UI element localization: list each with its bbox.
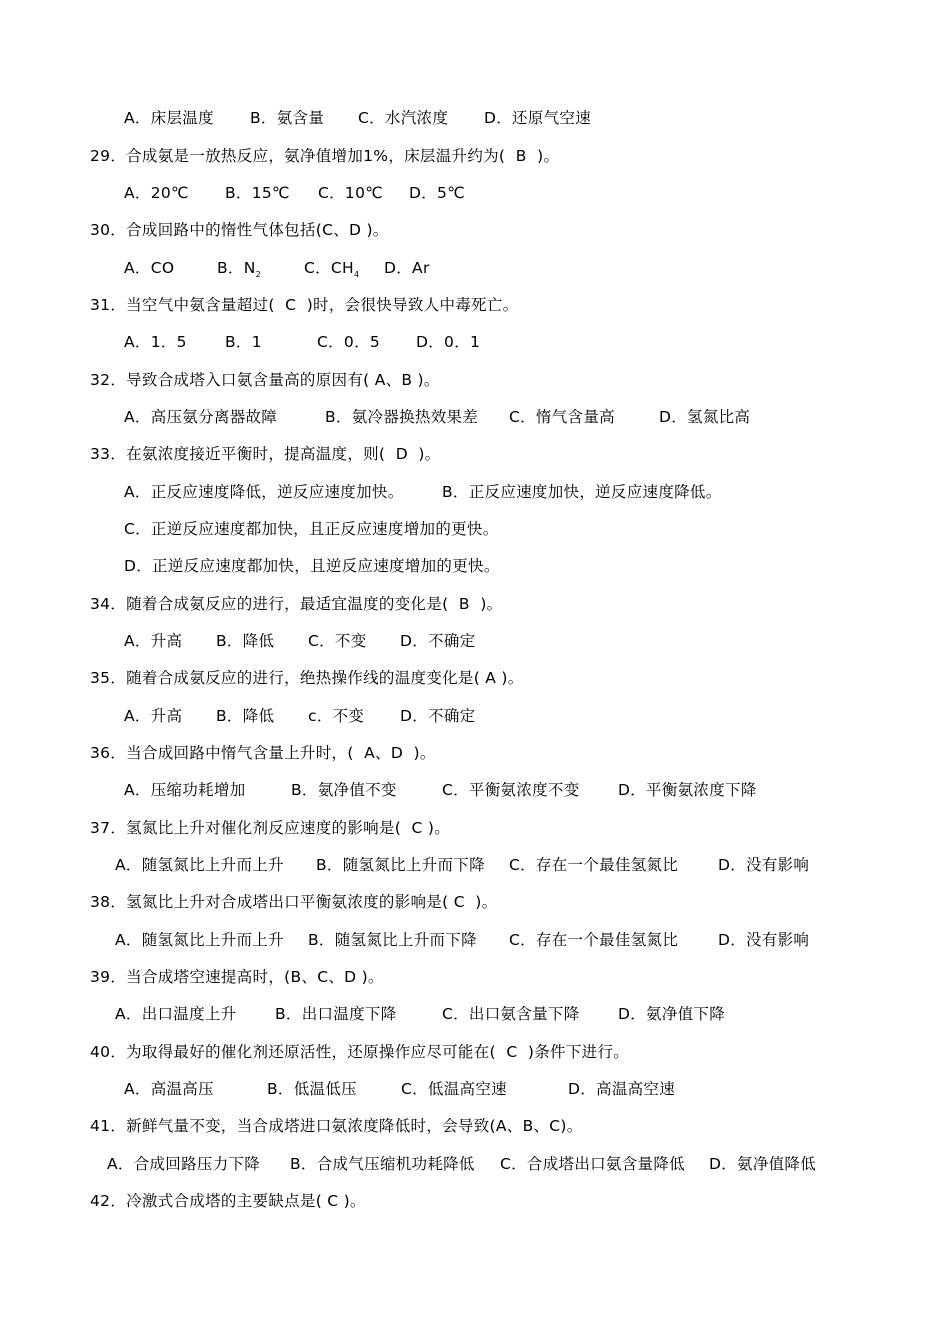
q31-option-b: B．1 xyxy=(225,333,262,351)
q33-stem: 33．在氨浓度接近平衡时，提高温度，则( D )。 xyxy=(90,445,441,463)
q40-stem: 40．为取得最好的催化剂还原活性，还原操作应尽可能在( C )条件下进行。 xyxy=(90,1043,630,1061)
q32-option-a: A．高压氨分离器故障 xyxy=(124,408,278,426)
q31-option-d: D．0．1 xyxy=(416,333,481,351)
q30-option-a: A．CO xyxy=(124,259,175,277)
q37-option-d: D．没有影响 xyxy=(718,856,810,874)
q28-option-d: D．还原气空速 xyxy=(484,109,592,127)
q36-option-a: A．压缩功耗增加 xyxy=(124,781,246,799)
q31-stem: 31．当空气中氨含量超过( C )时，会很快导致人中毒死亡。 xyxy=(90,296,519,314)
q40-option-b: B．低温低压 xyxy=(267,1080,357,1098)
q38-option-d: D．没有影响 xyxy=(718,931,810,949)
q32-stem: 32．导致合成塔入口氨含量高的原因有( A、B )。 xyxy=(90,371,440,389)
q33-option-c: C．正逆反应速度都加快，且正反应速度增加的更快。 xyxy=(124,520,499,538)
q38-option-a: A．随氢氮比上升而上升 xyxy=(115,931,284,949)
q28-option-a: A．床层温度 xyxy=(124,109,214,127)
q30-option-b: B．$N_2$ xyxy=(217,259,262,279)
q41-option-b: B．合成气压缩机功耗降低 xyxy=(290,1155,475,1173)
q32-option-b: B．氨冷器换热效果差 xyxy=(325,408,479,426)
q41-option-d: D．氨净值降低 xyxy=(709,1155,817,1173)
q30-stem: 30．合成回路中的惰性气体包括(C、D )。 xyxy=(90,221,389,239)
q29-option-b: B．15℃ xyxy=(225,184,290,202)
q35-option-a: A．升高 xyxy=(124,707,183,725)
q39-option-d: D．氨净值下降 xyxy=(618,1005,726,1023)
q40-option-d: D．高温高空速 xyxy=(568,1080,676,1098)
q36-stem: 36．当合成回路中惰气含量上升时，( A、D )。 xyxy=(90,744,436,762)
q29-option-d: D．5℃ xyxy=(409,184,465,202)
q41-option-c: C．合成塔出口氨含量降低 xyxy=(500,1155,685,1173)
q34-option-b: B．降低 xyxy=(216,632,275,650)
q36-option-b: B．氨净值不变 xyxy=(291,781,397,799)
q34-option-d: D．不确定 xyxy=(400,632,476,650)
q40-option-a: A．高温高压 xyxy=(124,1080,214,1098)
q33-option-d: D．正逆反应速度都加快，且逆反应速度增加的更快。 xyxy=(124,557,500,575)
q35-option-d: D．不确定 xyxy=(400,707,476,725)
q31-option-c: C．0．5 xyxy=(317,333,381,351)
q34-option-c: C．不变 xyxy=(308,632,367,650)
q33-option-b: B．正反应速度加快，逆反应速度降低。 xyxy=(442,483,722,501)
q42-stem: 42．冷激式合成塔的主要缺点是( C )。 xyxy=(90,1192,366,1210)
q36-option-c: C．平衡氨浓度不变 xyxy=(442,781,580,799)
q30-option-c: C．$CH_4$ xyxy=(304,259,360,279)
q35-option-b: B．降低 xyxy=(216,707,275,725)
q32-option-d: D．氢氮比高 xyxy=(659,408,751,426)
q34-stem: 34．随着合成氨反应的进行，最适宜温度的变化是( B )。 xyxy=(90,595,503,613)
q36-option-d: D．平衡氨浓度下降 xyxy=(618,781,757,799)
q40-option-c: C．低温高空速 xyxy=(401,1080,507,1098)
q38-stem: 38．氢氮比上升对合成塔出口平衡氨浓度的影响是( C )。 xyxy=(90,893,498,911)
q32-option-c: C．惰气含量高 xyxy=(509,408,615,426)
q37-option-a: A．随氢氮比上升而上升 xyxy=(115,856,284,874)
q39-stem: 39．当合成塔空速提高时，(B、C、D )。 xyxy=(90,968,384,986)
q39-option-b: B．出口温度下降 xyxy=(275,1005,397,1023)
q37-stem: 37．氢氮比上升对催化剂反应速度的影响是( C )。 xyxy=(90,819,451,837)
q37-option-c: C．存在一个最佳氢氮比 xyxy=(509,856,679,874)
q39-option-c: C．出口氨含量下降 xyxy=(442,1005,580,1023)
q38-option-b: B．随氢氮比上升而下降 xyxy=(308,931,477,949)
q38-option-c: C．存在一个最佳氢氮比 xyxy=(509,931,679,949)
q33-option-a: A．正反应速度降低，逆反应速度加快。 xyxy=(124,483,404,501)
q31-option-a: A．1．5 xyxy=(124,333,187,351)
q29-option-a: A．20℃ xyxy=(124,184,189,202)
q28-option-c: C．水汽浓度 xyxy=(358,109,449,127)
q37-option-b: B．随氢氮比上升而下降 xyxy=(316,856,485,874)
q34-option-a: A．升高 xyxy=(124,632,183,650)
q41-stem: 41．新鲜气量不变，当合成塔进口氨浓度降低时，会导致(A、B、C)。 xyxy=(90,1117,583,1135)
q35-stem: 35．随着合成氨反应的进行，绝热操作线的温度变化是( A )。 xyxy=(90,669,524,687)
q35-option-c: c．不变 xyxy=(308,707,365,725)
q39-option-a: A．出口温度上升 xyxy=(115,1005,237,1023)
q29-option-c: C．10℃ xyxy=(318,184,383,202)
q30-option-d: D．Ar xyxy=(384,259,430,277)
q29-stem: 29．合成氨是一放热反应，氨净值增加1%，床层温升约为( B )。 xyxy=(90,147,560,165)
q28-option-b: B．氨含量 xyxy=(250,109,325,127)
q41-option-a: A．合成回路压力下降 xyxy=(107,1155,261,1173)
